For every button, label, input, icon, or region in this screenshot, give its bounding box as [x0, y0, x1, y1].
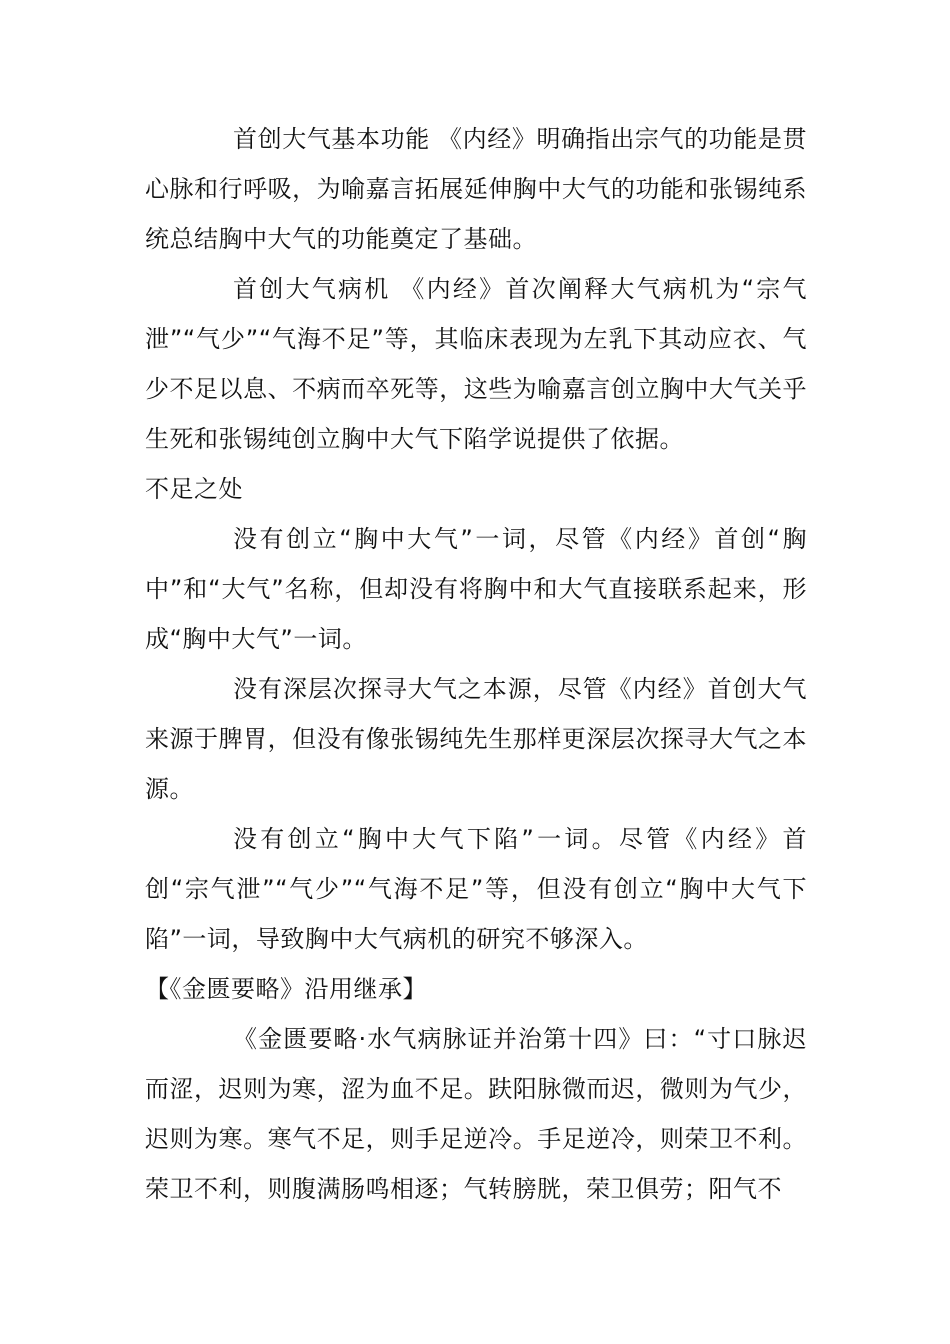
section-heading-shortcomings: 不足之处 [145, 475, 243, 503]
paragraph-basic-function: 首创大气基本功能 《内经》明确指出宗气的功能是贯心脉和行呼吸，为喻嘉言拓展延伸胸中大气的功能和张锡纯系统总结胸中大气的功能奠定了基础。 [145, 125, 807, 253]
paragraph-pathogenesis: 首创大气病机 《内经》首次阐释大气病机为“宗气泄”“气少”“气海不足”等，其临床表现为左乳下其动应衣、气少不足以息、不病而卒死等，这些为喻嘉言创立胸中大气关乎生死和张锡纯创立胸中大气下陷学说提供了依据。 [145, 275, 807, 453]
paragraph-origin-missing: 没有深层次探寻大气之本源，尽管《内经》首创大气来源于脾胃，但没有像张锡纯先生那样更深层次探寻大气之本源。 [145, 675, 807, 803]
paragraph-term-missing: 没有创立“胸中大气”一词，尽管《内经》首创“胸中”和“大气”名称，但却没有将胸中和大气直接联系起来，形成“胸中大气”一词。 [145, 525, 807, 653]
paragraph-sinking-missing: 没有创立“胸中大气下陷”一词。尽管《内经》首创“宗气泄”“气少”“气海不足”等，但没有创立“胸中大气下陷”一词，导致胸中大气病机的研究不够深入。 [145, 825, 807, 953]
paragraph-jingui-quote: 《金匮要略·水气病脉证并治第十四》曰：“寸口脉迟而涩，迟则为寒，涩为血不足。趺阳脉微而迟，微则为气少，迟则为寒。寒气不足，则手足逆冷。手足逆冷，则荣卫不利。荣卫不利，则腹满肠鸣相逐；气转膀胱，荣卫俱劳；阳气不 [145, 1025, 807, 1203]
section-heading-jingui: 【《金匮要略》沿用继承】 [145, 975, 427, 1003]
document-page [145, 114, 807, 1214]
